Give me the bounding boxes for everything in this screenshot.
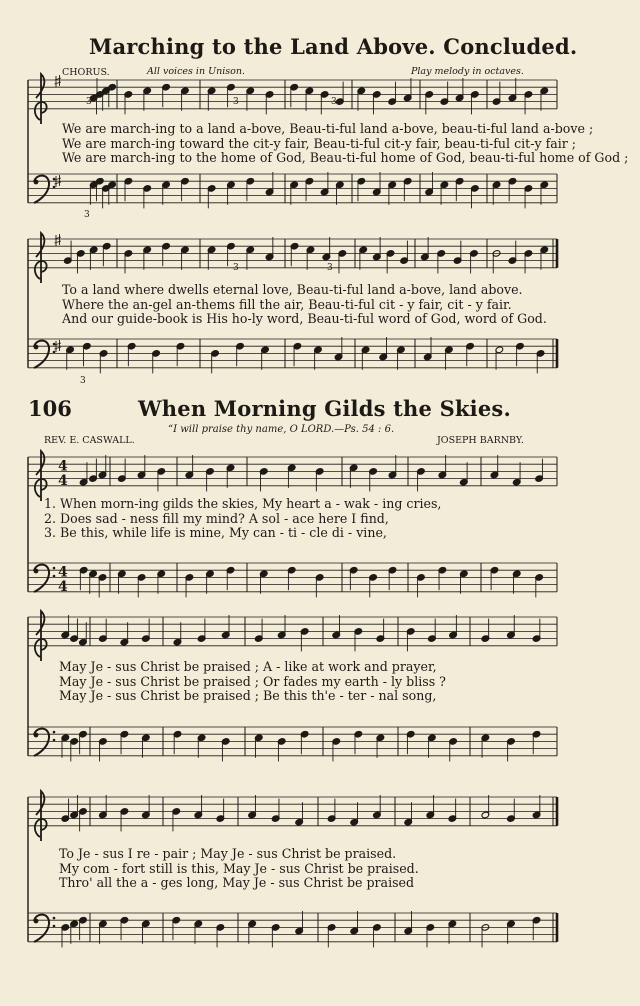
hymn-title: When Morning Gilds the Skies.	[138, 396, 511, 421]
bass-clef-dot	[34, 919, 39, 924]
hymn-number: 106	[28, 396, 72, 421]
triplet-mark: 3	[327, 263, 333, 273]
hymn-system3-lyrics	[59, 847, 419, 891]
bass-clef-dot	[53, 925, 56, 928]
time-signature: 4	[58, 578, 68, 595]
treble-clef	[35, 611, 47, 661]
time-signature: 4	[58, 564, 68, 581]
lyric-line: My com - fort still is this, May Je - sus Christ be praised.	[59, 860, 419, 876]
treble-clef	[35, 233, 47, 283]
hymn-system2-lyrics	[59, 660, 446, 704]
lyric-line: May Je - sus Christ be praised ; Be this th'e - ter - nal song,	[59, 688, 437, 703]
bass-clef-dot	[53, 186, 56, 189]
bass-clef-dot	[53, 567, 56, 570]
lyric-line: We are march-ing to a land a-bove, Beau-ti-ful land a-bove, beau-ti-ful land a-bove ;	[62, 121, 594, 136]
bass-clef-dot	[34, 345, 39, 350]
chorus-direction: All voices in Unison.	[147, 66, 245, 77]
hymn-system1-lyrics	[44, 497, 441, 541]
bass-clef-dot	[34, 733, 39, 738]
triplet-mark: 3	[84, 210, 90, 220]
treble-clef	[35, 451, 47, 501]
bass-clef-dot	[34, 180, 39, 185]
bass-clef-dot	[53, 575, 56, 578]
triplet-mark: 3	[233, 97, 239, 107]
time-signature: 4	[58, 458, 68, 475]
bass-clef-dot	[53, 917, 56, 920]
sharp-sign	[55, 75, 62, 87]
triplet-mark: 3	[233, 263, 239, 273]
chorus-system2-lyrics	[62, 283, 547, 327]
lyric-line: We are march-ing to the home of God, Beau-ti-ful home of God, beau-ti-ful home of God ;	[62, 150, 629, 165]
hymn-composer: JOSEPH BARNBY.	[437, 435, 524, 446]
lyric-line: To Je - sus I re - pair ; May Je - sus Christ be praised.	[59, 846, 397, 861]
bass-clef-dot	[53, 351, 56, 354]
lyric-line: Where the an-gel an-thems fill the air, Beau-ti-ful cit - y fair, cit - y fair.	[62, 296, 512, 312]
bass-clef-dot	[34, 569, 39, 574]
time-signature: 4	[58, 472, 68, 489]
lyric-line: To a land where dwells eternal love, Beau-ti-ful land a-bove, land above.	[62, 282, 523, 297]
chorus-direction-right: Play melody in octaves.	[411, 66, 524, 77]
triplet-mark: 3	[80, 376, 86, 386]
triplet-mark: 3	[86, 97, 92, 107]
lyric-line: May Je - sus Christ be praised ; Or fades my earth - ly bliss ?	[59, 673, 446, 689]
lyric-line: We are march-ing toward the cit-y fair, Beau-ti-ful cit-y fair, beau-ti-ful cit-y fair ;	[62, 135, 577, 151]
lyric-line: 1. When morn-ing gilds the skies, My heart a - wak - ing cries,	[44, 496, 442, 511]
sharp-sign	[55, 234, 62, 246]
triplet-mark: 3	[331, 97, 337, 107]
bass-clef-dot	[53, 739, 56, 742]
treble-clef	[35, 74, 47, 124]
chorus-system1-lyrics	[62, 122, 628, 166]
bass-clef-dot	[53, 731, 56, 734]
lyric-line: May Je - sus Christ be praised ; A - like at work and prayer,	[59, 659, 437, 674]
lyric-line: 2. Does sad - ness fill my mind? A sol - ace here I find,	[44, 510, 389, 526]
hymn-author: REV. E. CASWALL.	[44, 435, 135, 446]
chorus-label: CHORUS.	[62, 67, 110, 78]
lyric-line: 3. Be this, while life is mine, My can - ti - cle di - vine,	[44, 525, 387, 540]
treble-clef	[35, 791, 47, 841]
lyric-line: And our guide-book is His ho-ly word, Beau-ti-ful word of God, word of God.	[62, 311, 547, 326]
lyric-line: Thro' all the a - ges long, May Je - sus Christ be praised	[59, 875, 415, 890]
hymn-scripture: “I will praise thy name, O LORD.—Ps. 54 : 6.	[168, 424, 395, 435]
page-title: Marching to the Land Above. Concluded.	[89, 34, 578, 59]
